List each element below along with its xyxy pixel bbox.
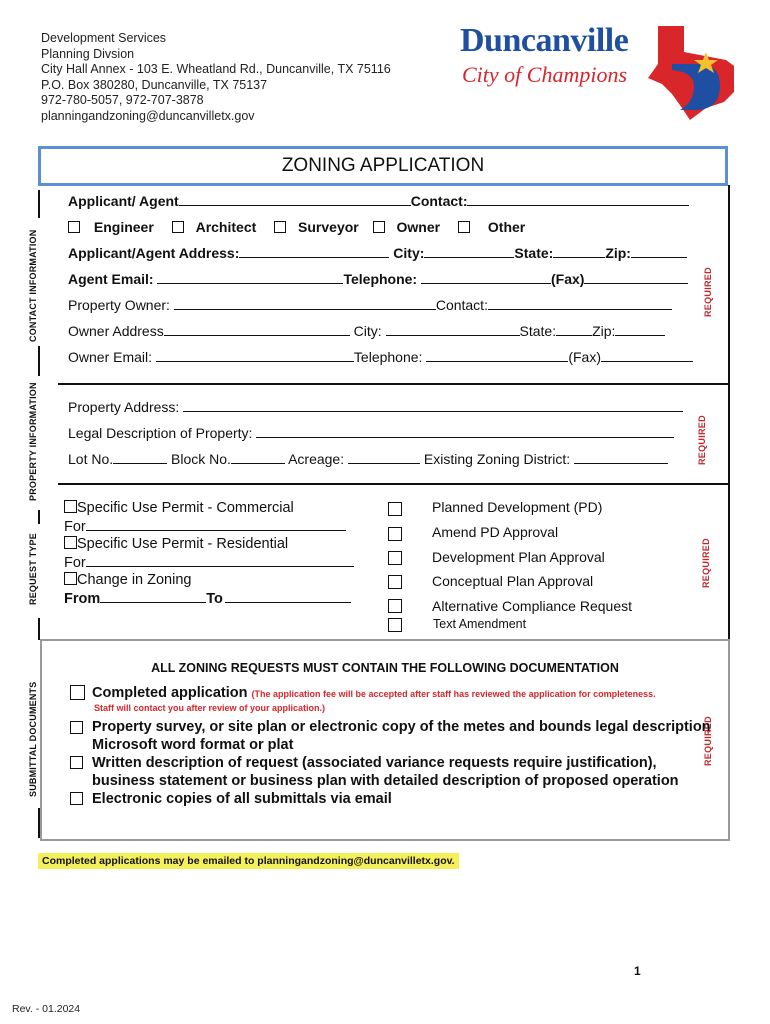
acreage-label: Acreage: [288,451,345,467]
contact-field[interactable] [467,193,689,206]
agent-email-field[interactable] [157,271,343,284]
zip-field[interactable] [631,245,687,258]
legal-description-row [68,425,674,441]
owner-state-field[interactable] [556,323,592,336]
completed-application-row [92,685,656,701]
completed-application-checkbox[interactable] [70,685,85,700]
electronic-copies-label: Electronic copies of all submittals via email [92,791,392,807]
block-label: Block No. [171,451,231,467]
form-title: ZONING APPLICATION [281,155,485,176]
legal-description-field[interactable] [256,425,674,438]
owner-city-label: City: [353,323,382,339]
required-label: REQUIRED [701,538,711,588]
agent-email-label: Agent Email: [68,271,154,287]
role-row [68,219,525,235]
owner-city-field[interactable] [386,323,520,336]
applicant-address-row [68,245,687,261]
sup-residential-label: Specific Use Permit - Residential [77,536,289,552]
owner-fax-label: (Fax) [568,349,601,365]
lot-label: Lot No. [68,451,114,467]
electronic-copies-checkbox[interactable] [70,792,83,805]
zoning-label: Existing Zoning District: [423,451,571,467]
survey-label-cont: Microsoft word format or plat [92,737,294,753]
header-line: planningandzoning@duncanvilletx.gov [41,108,255,123]
header-line: Development Services [41,31,167,45]
city-label: City: [393,245,425,261]
page-number: 1 [634,964,641,978]
for-label: For [64,554,86,571]
fax-field[interactable] [584,271,688,284]
conceptual-plan-label: Conceptual Plan Approval [432,573,594,589]
completed-application-label: Completed application [92,685,248,701]
property-address-label: Property Address: [68,399,180,415]
owner-state-label: State: [519,323,557,339]
staff-note: Staff will contact you after review of your application.) [94,703,326,713]
fax-label: (Fax) [551,271,585,287]
logo-wordmark: Duncanville [460,22,629,59]
written-description-checkbox[interactable] [70,756,83,769]
alternative-compliance-label: Alternative Compliance Request [432,598,632,614]
owner-contact-label: Contact: [435,297,488,313]
owner-address-field[interactable] [164,323,350,336]
sup-residential-for-field[interactable] [86,554,354,567]
agent-email-row [68,271,688,287]
divider [38,346,40,376]
logo-tagline: City of Champions [462,62,628,87]
city-logo [458,22,748,122]
applicant-field[interactable] [179,193,411,206]
applicant-address-label: Applicant/Agent Address: [68,245,240,261]
contact-label: Contact: [410,193,468,209]
text-amendment-checkbox[interactable] [388,618,402,632]
divider [38,618,40,640]
header-line: 972-780-5057, 972-707-3878 [41,93,204,107]
owner-telephone-label: Telephone: [353,349,423,365]
role-surveyor-label: Surveyor [298,219,359,235]
form-title-box [38,146,728,186]
request-left-column [64,500,354,608]
pd-checkbox[interactable] [388,502,402,516]
lot-field[interactable] [113,451,167,464]
to-label: To [206,590,223,607]
engineer-checkbox[interactable] [68,221,80,233]
owner-telephone-field[interactable] [426,349,568,362]
state-label: State: [514,245,554,261]
owner-email-label: Owner Email: [68,349,153,365]
owner-email-row [68,349,693,365]
sup-commercial-checkbox[interactable] [64,500,77,513]
side-label-contact: CONTACT INFORMATION [28,229,38,342]
required-label: REQUIRED [703,267,713,317]
architect-checkbox[interactable] [172,221,184,233]
revision-label: Rev. - 01.2024 [12,1003,81,1015]
required-label: REQUIRED [703,716,713,766]
header-line: Planning Divsion [41,46,135,61]
from-field[interactable] [100,590,206,603]
divider [38,510,40,524]
role-other-label: Other [487,219,526,235]
lot-block-row [68,451,668,467]
applicant-label: Applicant/ Agent [68,193,179,209]
conceptual-plan-checkbox[interactable] [388,575,402,589]
written-description-label: Written description of request (associated variance requests require justification), [92,755,657,771]
submittal-heading: ALL ZONING REQUESTS MUST CONTAIN THE FOLLOWING DOCUMENTATION [151,661,619,675]
pd-label: Planned Development (PD) [432,499,603,515]
zoning-field[interactable] [574,451,668,464]
email-note: Completed applications may be emailed to planningandzoning@duncanvilletx.gov. [38,853,459,869]
development-plan-checkbox[interactable] [388,551,402,565]
for-label: For [64,518,86,535]
change-zoning-checkbox[interactable] [64,572,77,585]
written-description-label-cont: business statement or business plan with detailed description of proposed operation [92,773,679,789]
property-owner-row [68,297,672,313]
state-field[interactable] [553,245,605,258]
to-field[interactable] [225,590,351,603]
applicant-address-field[interactable] [239,245,389,258]
property-owner-label: Property Owner: [68,297,170,313]
divider [38,808,40,838]
property-address-field[interactable] [183,399,683,412]
legal-description-label: Legal Description of Property: [68,425,253,441]
required-label: REQUIRED [697,415,707,465]
owner-address-row [68,323,665,339]
survey-label: Property survey, or site plan or electronic copy of the metes and bounds legal description [92,719,711,735]
surveyor-checkbox[interactable] [274,221,286,233]
survey-checkbox[interactable] [70,721,83,734]
zip-label: Zip: [605,245,631,261]
owner-zip-field[interactable] [615,323,665,336]
text-amendment-label: Text Amendment [433,617,527,631]
owner-address-label: Owner Address [68,323,164,339]
role-engineer-label: Engineer [93,219,154,235]
amend-pd-checkbox[interactable] [388,527,402,541]
sup-residential-checkbox[interactable] [64,536,77,549]
owner-zip-label: Zip: [592,323,616,339]
telephone-label: Telephone: [343,271,418,287]
role-architect-label: Architect [195,219,257,235]
side-label-submittal: SUBMITTAL DOCUMENTS [28,681,38,797]
city-field[interactable] [424,245,514,258]
divider [38,190,40,218]
header-line: City Hall Annex - 103 E. Wheatland Rd., Duncanville, TX 75116 [41,62,391,76]
development-plan-label: Development Plan Approval [432,549,605,565]
header-line: P.O. Box 380280, Duncanville, TX 75137 [41,77,268,92]
role-owner-label: Owner [396,219,441,235]
sup-commercial-for-field[interactable] [86,518,346,531]
owner-checkbox[interactable] [373,221,385,233]
sup-commercial-label: Specific Use Permit - Commercial [77,500,294,516]
header-block [41,31,391,124]
block-field[interactable] [231,451,285,464]
property-owner-field[interactable] [174,297,436,310]
other-checkbox[interactable] [458,221,470,233]
owner-contact-field[interactable] [488,297,672,310]
side-label-property: PROPERTY INFORMATION [28,382,38,501]
alternative-compliance-checkbox[interactable] [388,599,402,613]
applicant-row [68,193,689,209]
amend-pd-label: Amend PD Approval [432,524,559,540]
side-label-request: REQUEST TYPE [28,533,38,605]
acreage-field[interactable] [348,451,420,464]
owner-email-field[interactable] [156,349,354,362]
fee-note: (The application fee will be accepted after staff has reviewed the application for completeness. [251,689,656,699]
from-label: From [64,590,101,607]
owner-fax-field[interactable] [601,349,693,362]
property-address-row [68,399,683,415]
telephone-field[interactable] [421,271,551,284]
change-zoning-label: Change in Zoning [77,572,192,588]
